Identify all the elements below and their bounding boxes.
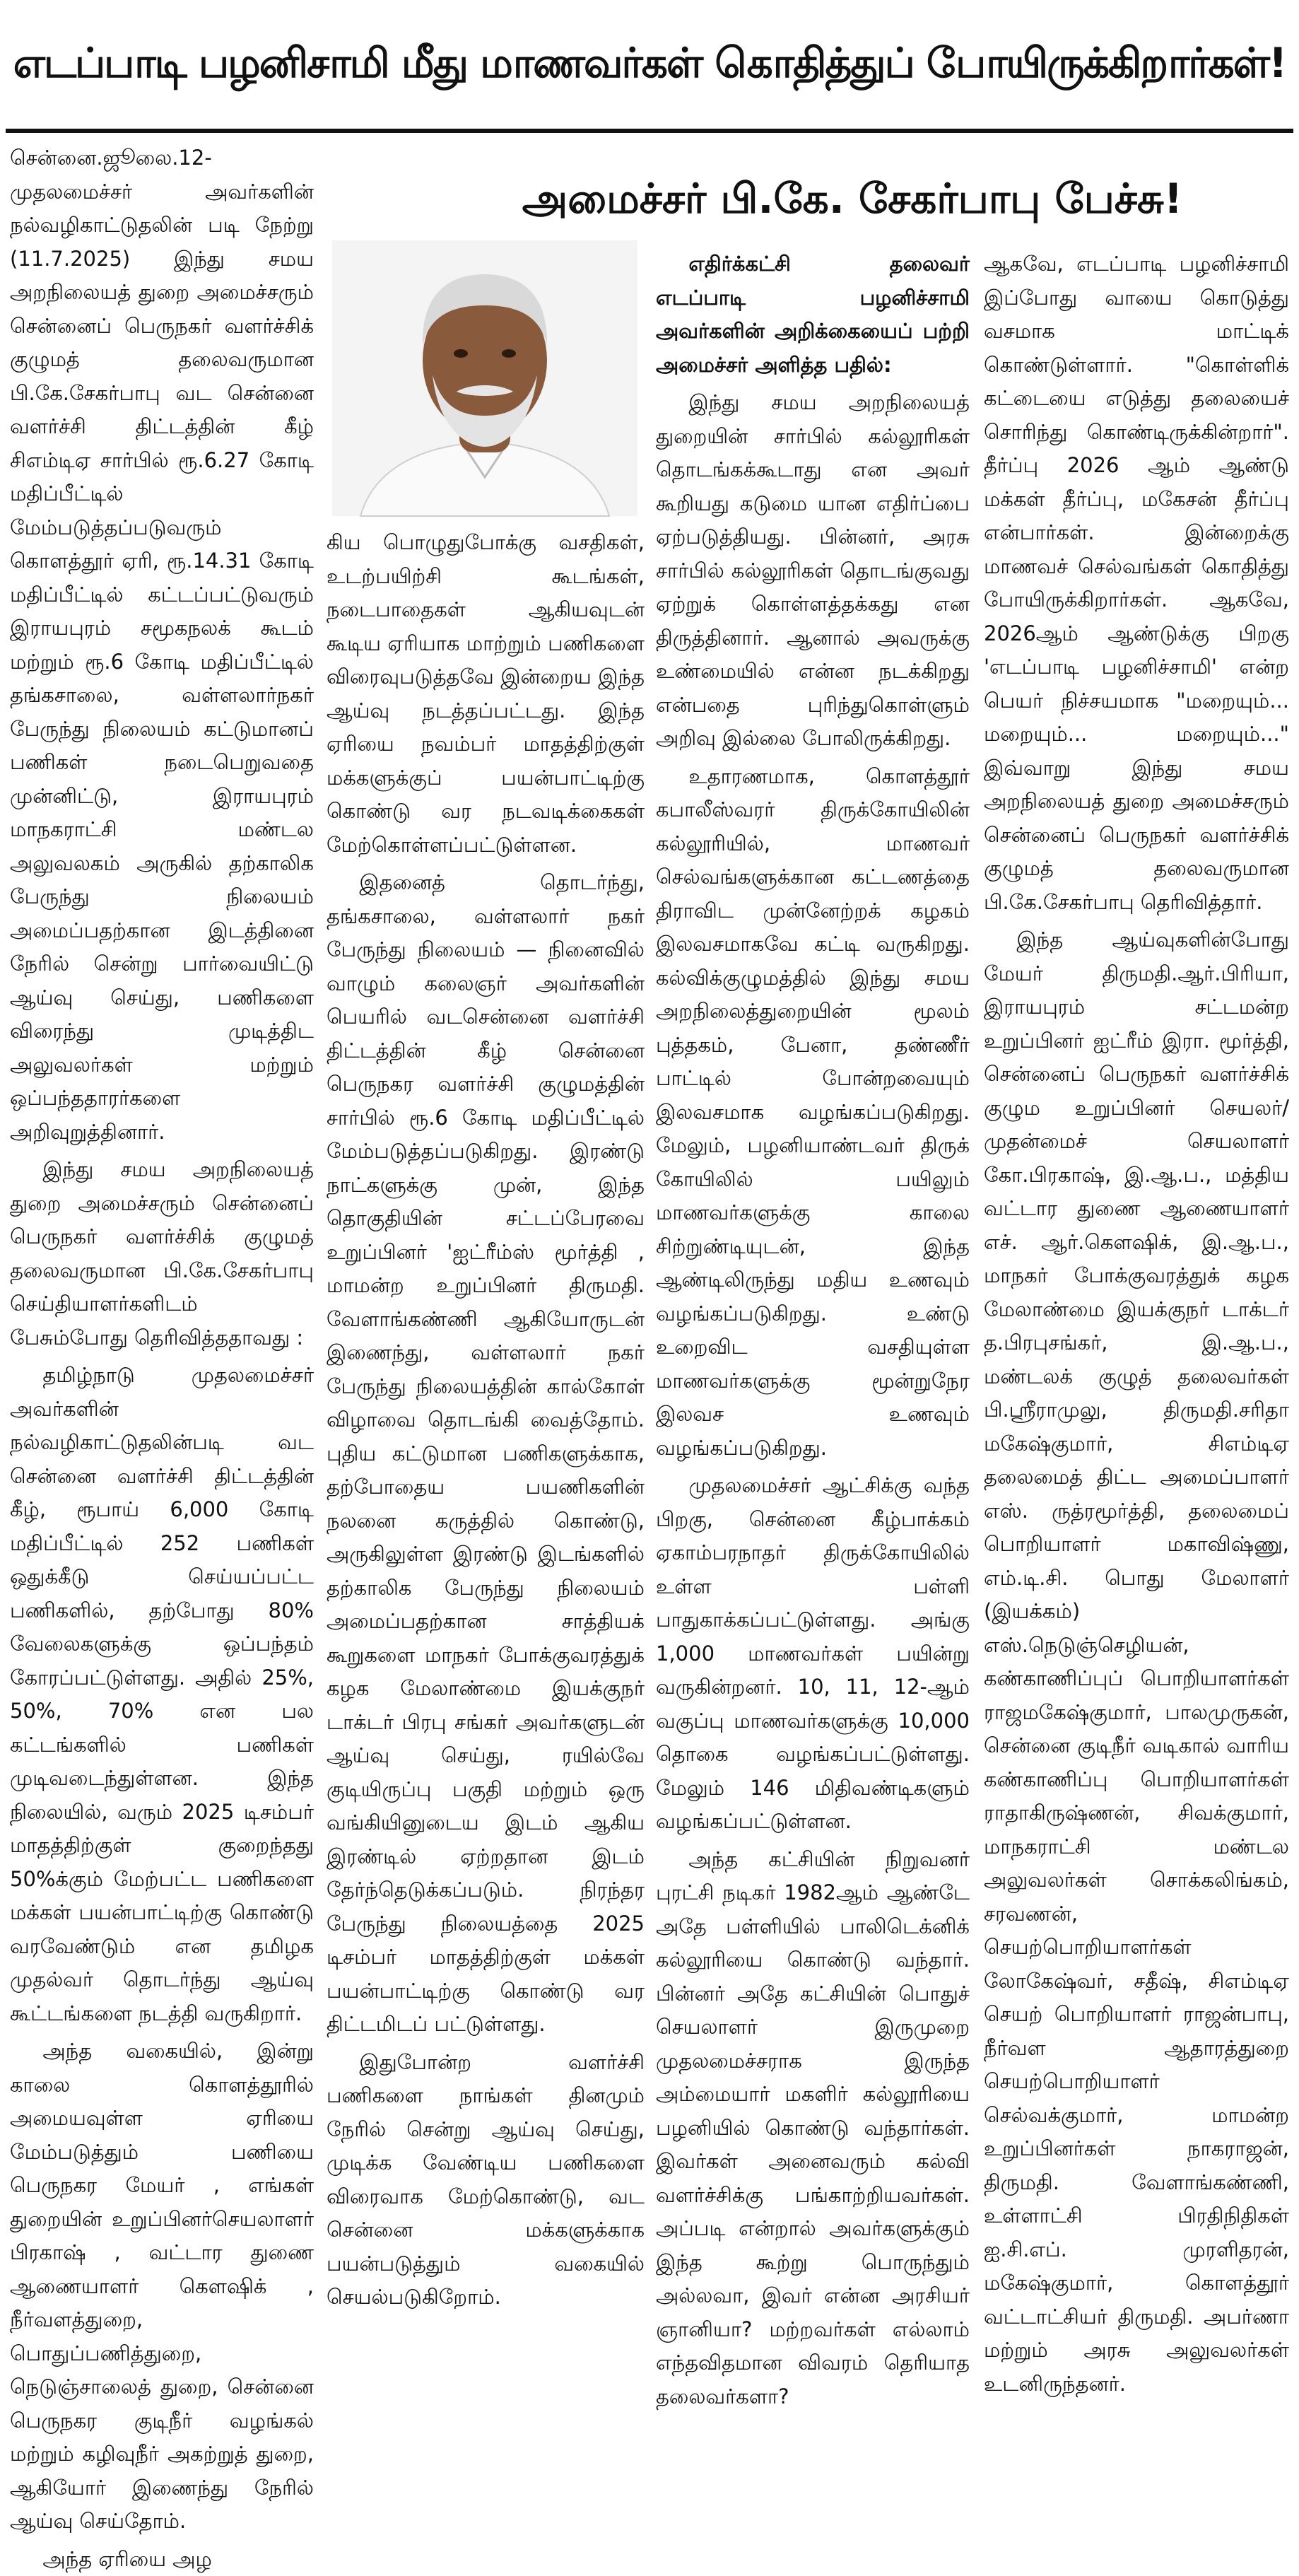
page-headline: எடப்பாடி பழனிசாமி மீது மாணவர்கள் கொதித்துப் போயிருக்கிறார்கள்!: [6, 3, 1293, 133]
article-paragraph: ஆகவே, எடப்பாடி பழனிச்சாமி இப்போது வாயை கொடுத்து வசமாக மாட்டிக் கொண்டுள்ளார். "கொள்ளிக் கட்டையை எடுத்து தலையைச் சொரிந்து கொண்டிருக்கின்றார்". தீர்ப்பு 2026 ஆம் ஆண்டு மக்கள் தீர்ப்பு, மகேசன் தீர்ப்பு என்பார்கள். இன்றைக்கு மாணவச் செல்வங்கள் கொதித்து போயிருக்கிறார்கள். ஆகவே, 2026ஆம் ஆண்டுக்கு பிறகு 'எடப்பாடி பழனிச்சாமி' என்ற பெயர் நிச்சயமாக "மறையும்... மறையும்... மறையும்..." இவ்வாறு இந்து சமய அறநிலையத் துறை அமைச்சரும் சென்னைப் பெருநகர் வளர்ச்சிக் குழுமத் தலைவருமான பி.கே.சேகர்பாபு தெரிவித்தார்.: [984, 247, 1289, 919]
article-paragraph: இந்த ஆய்வுகளின்போது மேயர் திருமதி.ஆர்.பிரியா, இராயபுரம் சட்டமன்ற உறுப்பினர் ஐட்ரீம் இரா. மூர்த்தி, சென்னைப் பெருநகர் வளர்ச்சிக் குழும உறுப்பினர் செயலர்/முதன்மைச் செயலாளர் கோ.பிரகாஷ், இ.ஆ.ப., மத்திய வட்டார துணை ஆணையாளர் எச். ஆர்.கௌஷிக், இ.ஆ.ப., மாநகர் போக்குவரத்துக் கழக மேலாண்மை இயக்குநர் டாக்டர் த.பிரபுசங்கர், இ.ஆ.ப., மண்டலக் குழுத் தலைவர்கள் பி.ஸ்ரீராமுலு, திருமதி.சரிதா மகேஷ்குமார், சிஎம்டிஏ தலைமைத் திட்ட அமைப்பாளர் எஸ். ருத்ரமூர்த்தி, தலைமைப் பொறியாளர் மகாவிஷ்ணு, எம்.டி.சி. பொது மேலாளர் (இயக்கம்) எஸ்.நெடுஞ்செழியன், கண்காணிப்புப் பொறியாளர்கள் ராஜமகேஷ்குமார், பாலமுருகன், சென்னை குடிநீர் வடிகால் வாரிய கண்காணிப்பு பொறியாளர்கள் ராதாகிருஷ்ணன், சிவக்குமார், மாநகராட்சி மண்டல அலுவலர்கள் சொக்கலிங்கம், சரவணன், செயற்பொறியாளர்கள் லோகேஷ்வர், சதீஷ், சிஎம்டிஏ செயற் பொறியாளர் ராஜன்பாபு, நீர்வள ஆதாரத்துறை செயற்பொறியாளர் செல்வக்குமார், மாமன்ற உறுப்பினர்கள் நாகராஜன், திருமதி. வேளாங்கண்ணி, உள்ளாட்சி பிரதிநிதிகள் ஐ.சி.எப். முரளிதரன், மகேஷ்குமார், கொளத்தூர் வட்டாட்சியர் திருமதி. அபர்ணா மற்றும் அரசு அலுவலர்கள் உடனிருந்தனர்.: [984, 923, 1289, 2401]
article-column-1: [10, 141, 314, 2467]
article-paragraph: இந்து சமய அறநிலையத் துறையின் சார்பில் கல்லூரிகள் தொடங்கக்கூடாது என அவர் கூறியது கடுமை யான எதிர்ப்பை ஏற்படுத்தியது. பின்னர், அரசு சார்பில் கல்லூரிகள் தொடங்குவது ஏற்றுக் கொள்ளத்தக்கது என திருத்தினார். ஆனால் அவருக்கு உண்மையில் என்ன நடக்கிறது என்பதை புரிந்துகொள்ளும் அறிவு இல்லை போலிருக்கிறது.: [656, 386, 970, 756]
article-paragraph: கிய பொழுதுபோக்கு வசதிகள், உடற்பயிற்சி கூடங்கள், நடைபாதைகள் ஆகியவுடன் கூடிய ஏரியாக மாற்றும் பணிகளை விரைவுபடுத்தவே இன்றைய இந்த ஆய்வு நடத்தப்பட்டது. இந்த ஏரியை நவம்பர் மாதத்திற்குள் மக்களுக்குப் பயன்பாட்டிற்கு கொண்டு வர நடவடிக்கைகள் மேற்கொள்ளப்பட்டுள்ளன.: [327, 526, 645, 862]
article-paragraph: சென்னை.ஜூலை.12- முதலமைச்சர் அவர்களின் நல்வழிகாட்டுதலின் படி நேற்று (11.7.2025) இந்து சமய அறநிலையத் துறை அமைச்சரும் சென்னைப் பெருநகர் வளர்ச்சிக் குழுமத் தலைவருமான பி.கே.சேகர்பாபு வட சென்னை வளர்ச்சி திட்டத்தின் கீழ் சிஎம்டிஏ சார்பில் ரூ.6.27 கோடி மதிப்பீட்டில் மேம்படுத்தப்படுவரும் கொளத்தூர் ஏரி, ரூ.14.31 கோடி மதிப்பீட்டில் கட்டப்பட்டுவரும் இராயபுரம் சமூகநலக் கூடம் மற்றும் ரூ.6 கோடி மதிப்பீட்டில் தங்கசாலை, வள்ளலார்நகர் பேருந்து நிலையம் கட்டுமானப் பணிகள் நடைபெறுவதை முன்னிட்டு, இராயபுரம் மாநகராட்சி மண்டல அலுவலகம் அருகில் தற்காலிக பேருந்து நிலையம் அமைப்பதற்கான இடத்தினை நேரில் சென்று பார்வையிட்டு ஆய்வு செய்து, பணிகளை விரைந்து முடித்திட அலுவலர்கள் மற்றும் ஒப்பந்ததாரர்களை அறிவுறுத்தினார்.: [10, 141, 314, 1149]
article-paragraph: முதலமைச்சர் ஆட்சிக்கு வந்த பிறகு, சென்னை கீழ்பாக்கம் ஏகாம்பரநாதர் திருக்கோயிலில் உள்ள பள்ளி பாதுகாக்கப்பட்டுள்ளது. அங்கு 1,000 மாணவர்கள் பயின்று வருகின்றனர். 10, 11, 12-ஆம் வகுப்பு மாணவர்களுக்கு 10,000 தொகை வழங்கப்பட்டுள்ளது. மேலும் 146 மிதிவண்டிகளும் வழங்கப்பட்டுள்ளன.: [656, 1469, 970, 1839]
subheadline: அமைச்சர் பி.கே. சேகர்பாபு பேச்சு!: [410, 163, 1295, 240]
article-paragraph: உதாரணமாக, கொளத்தூர் கபாலீஸ்வரர் திருக்கோயிலின் கல்லூரியில், மாணவர் செல்வங்களுக்கான கட்டணத்தை திராவிட முன்னேற்றக் கழகம் இலவசமாகவே கட்டி வருகிறது. கல்விக்குழுமத்தில் இந்து சமய அறநிலைத்துறையின் மூலம் புத்தகம், பேனா, தண்ணீர் பாட்டில் போன்றவையும் இலவசமாக வழங்கப்படுகிறது. மேலும், பழனியாண்டவர் திருக் கோயிலில் பயிலும் மாணவர்களுக்கு காலை சிற்றுண்டியுடன், இந்த ஆண்டிலிருந்து மதிய உணவும் வழங்கப்படுகிறது. உண்டு உறைவிட வசதியுள்ள மாணவர்களுக்கு மூன்றுநேர இலவச உணவும் வழங்கப்படுகிறது.: [656, 760, 970, 1465]
portrait-photo-icon: [332, 240, 637, 516]
article-paragraph: அந்த வகையில், இன்று காலை கொளத்தூரில் அமையவுள்ள ஏரியை மேம்படுத்தும் பணியை பெருநகர மேயர் , எங்கள் துறையின் உறுப்பினர்செயலாளர் பிரகாஷ் , வட்டார துணை ஆணையாளர் கௌஷிக் , நீர்வளத்துறை, பொதுப்பணித்துறை, நெடுஞ்சாலைத் துறை, சென்னை பெருநகர குடிநீர் வழங்கல் மற்றும் கழிவுநீர் அகற்றுத் துறை, ஆகியோர் இணைந்து நேரில் ஆய்வு செய்தோம்.: [10, 2035, 314, 2539]
article-paragraph: இந்து சமய அறநிலையத் துறை அமைச்சரும் சென்னைப் பெருநகர் வளர்ச்சிக் குழுமத் தலைவருமான பி.கே.சேகர்பாபு செய்தியாளர்களிடம் பேசும்போது தெரிவித்ததாவது :: [10, 1153, 314, 1354]
article-column-3: [656, 247, 970, 2467]
article-paragraph: அந்த கட்சியின் நிறுவனர் புரட்சி நடிகர் 1982ஆம் ஆண்டே அதே பள்ளியில் பாலிடெக்னிக் கல்லூரியை கொண்டு வந்தார். பின்னர் அதே கட்சியின் பொதுச் செயலாளர் இருமுறை முதலமைச்சராக இருந்த அம்மையார் மகளிர் கல்லூரியை பழனியில் கொண்டு வந்தார்கள். இவர்கள் அனைவரும் கல்வி வளர்ச்சிக்கு பங்காற்றியவர்கள். அப்படி என்றால் அவர்களுக்கும் இந்த கூற்று பொருந்தும் அல்லவா, இவர் என்ன அரசியர் ஞானியா? மற்றவர்கள் எல்லாம் எந்தவிதமான விவரம் தெரியாத தலைவர்களா?: [656, 1843, 970, 2414]
article-column-2: [327, 526, 645, 2467]
portrait-photo: [332, 240, 637, 516]
article-column-4: [984, 247, 1289, 2467]
article-paragraph: இதுபோன்ற வளர்ச்சி பணிகளை நாங்கள் தினமும் நேரில் சென்று ஆய்வு செய்து, முடிக்க வேண்டிய பணிகளை விரைவாக மேற்கொண்டு, வட சென்னை மக்களுக்காக பயன்படுத்தும் வகையில் செயல்படுகிறோம்.: [327, 2046, 645, 2314]
article-paragraph: அந்த ஏரியை அழ: [10, 2543, 314, 2576]
section-heading: எதிர்க்கட்சி தலைவர் எடப்பாடி பழனிச்சாமி அவர்களின் அறிக்கையைப் பற்றி அமைச்சர் அளித்த பதில்:: [656, 247, 970, 382]
article-paragraph: இதனைத் தொடர்ந்து, தங்கசாலை, வள்ளலார் நகர் பேருந்து நிலையம் — நினைவில் வாழும் கலைஞர் அவர்களின் பெயரில் வடசென்னை வளர்ச்சி திட்டத்தின் கீழ் சென்னை பெருநகர வளர்ச்சி குழுமத்தின் சார்பில் ரூ.6 கோடி மதிப்பீட்டில் மேம்படுத்தப்படுகிறது. இரண்டு நாட்களுக்கு முன், இந்த தொகுதியின் சட்டப்பேரவை உறுப்பினர் 'ஐட்ரீம்ஸ் மூர்த்தி , மாமன்ற உறுப்பினர் திருமதி. வேளாங்கண்ணி ஆகியோருடன் இணைந்து, வள்ளலார் நகர் பேருந்து நிலையத்தின் கால்கோள் விழாவை தொடங்கி வைத்தோம். புதிய கட்டுமான பணிகளுக்காக, தற்போதைய பயணிகளின் நலனை கருத்தில் கொண்டு, அருகிலுள்ள இரண்டு இடங்களில் தற்காலிக பேருந்து நிலையம் அமைப்பதற்கான சாத்தியக் கூறுகளை மாநகர் போக்குவரத்துக் கழக மேலாண்மை இயக்குநர் டாக்டர் பிரபு சங்கர் அவர்களுடன் ஆய்வு செய்து, ரயில்வே குடியிருப்பு பகுதி மற்றும் ஒரு வங்கியினுடைய இடம் ஆகிய இரண்டில் ஏற்றதான இடம் தேர்ந்தெடுக்கப்படும். நிரந்தர பேருந்து நிலையத்தை 2025 டிசம்பர் மாதத்திற்குள் மக்கள் பயன்பாட்டிற்கு கொண்டு வர திட்டமிடப் பட்டுள்ளது.: [327, 866, 645, 2042]
article-paragraph: தமிழ்நாடு முதலமைச்சர் அவர்களின் நல்வழிகாட்டுதலின்படி வட சென்னை வளர்ச்சி திட்டத்தின் கீழ், ரூபாய் 6,000 கோடி மதிப்பீட்டில் 252 பணிகள் ஒதுக்கீடு செய்யப்பட்ட பணிகளில், தற்போது 80% வேலைகளுக்கு ஒப்பந்தம் கோரப்பட்டுள்ளது. அதில் 25%, 50%, 70% என பல கட்டங்களில் பணிகள் முடிவடைந்துள்ளன. இந்த நிலையில், வரும் 2025 டிசம்பர் மாதத்திற்குள் குறைந்தது 50%க்கும் மேற்பட்ட பணிகளை மக்கள் பயன்பாட்டிற்கு கொண்டு வரவேண்டும் என தமிழக முதல்வர் தொடர்ந்து ஆய்வு கூட்டங்களை நடத்தி வருகிறார்.: [10, 1359, 314, 2030]
